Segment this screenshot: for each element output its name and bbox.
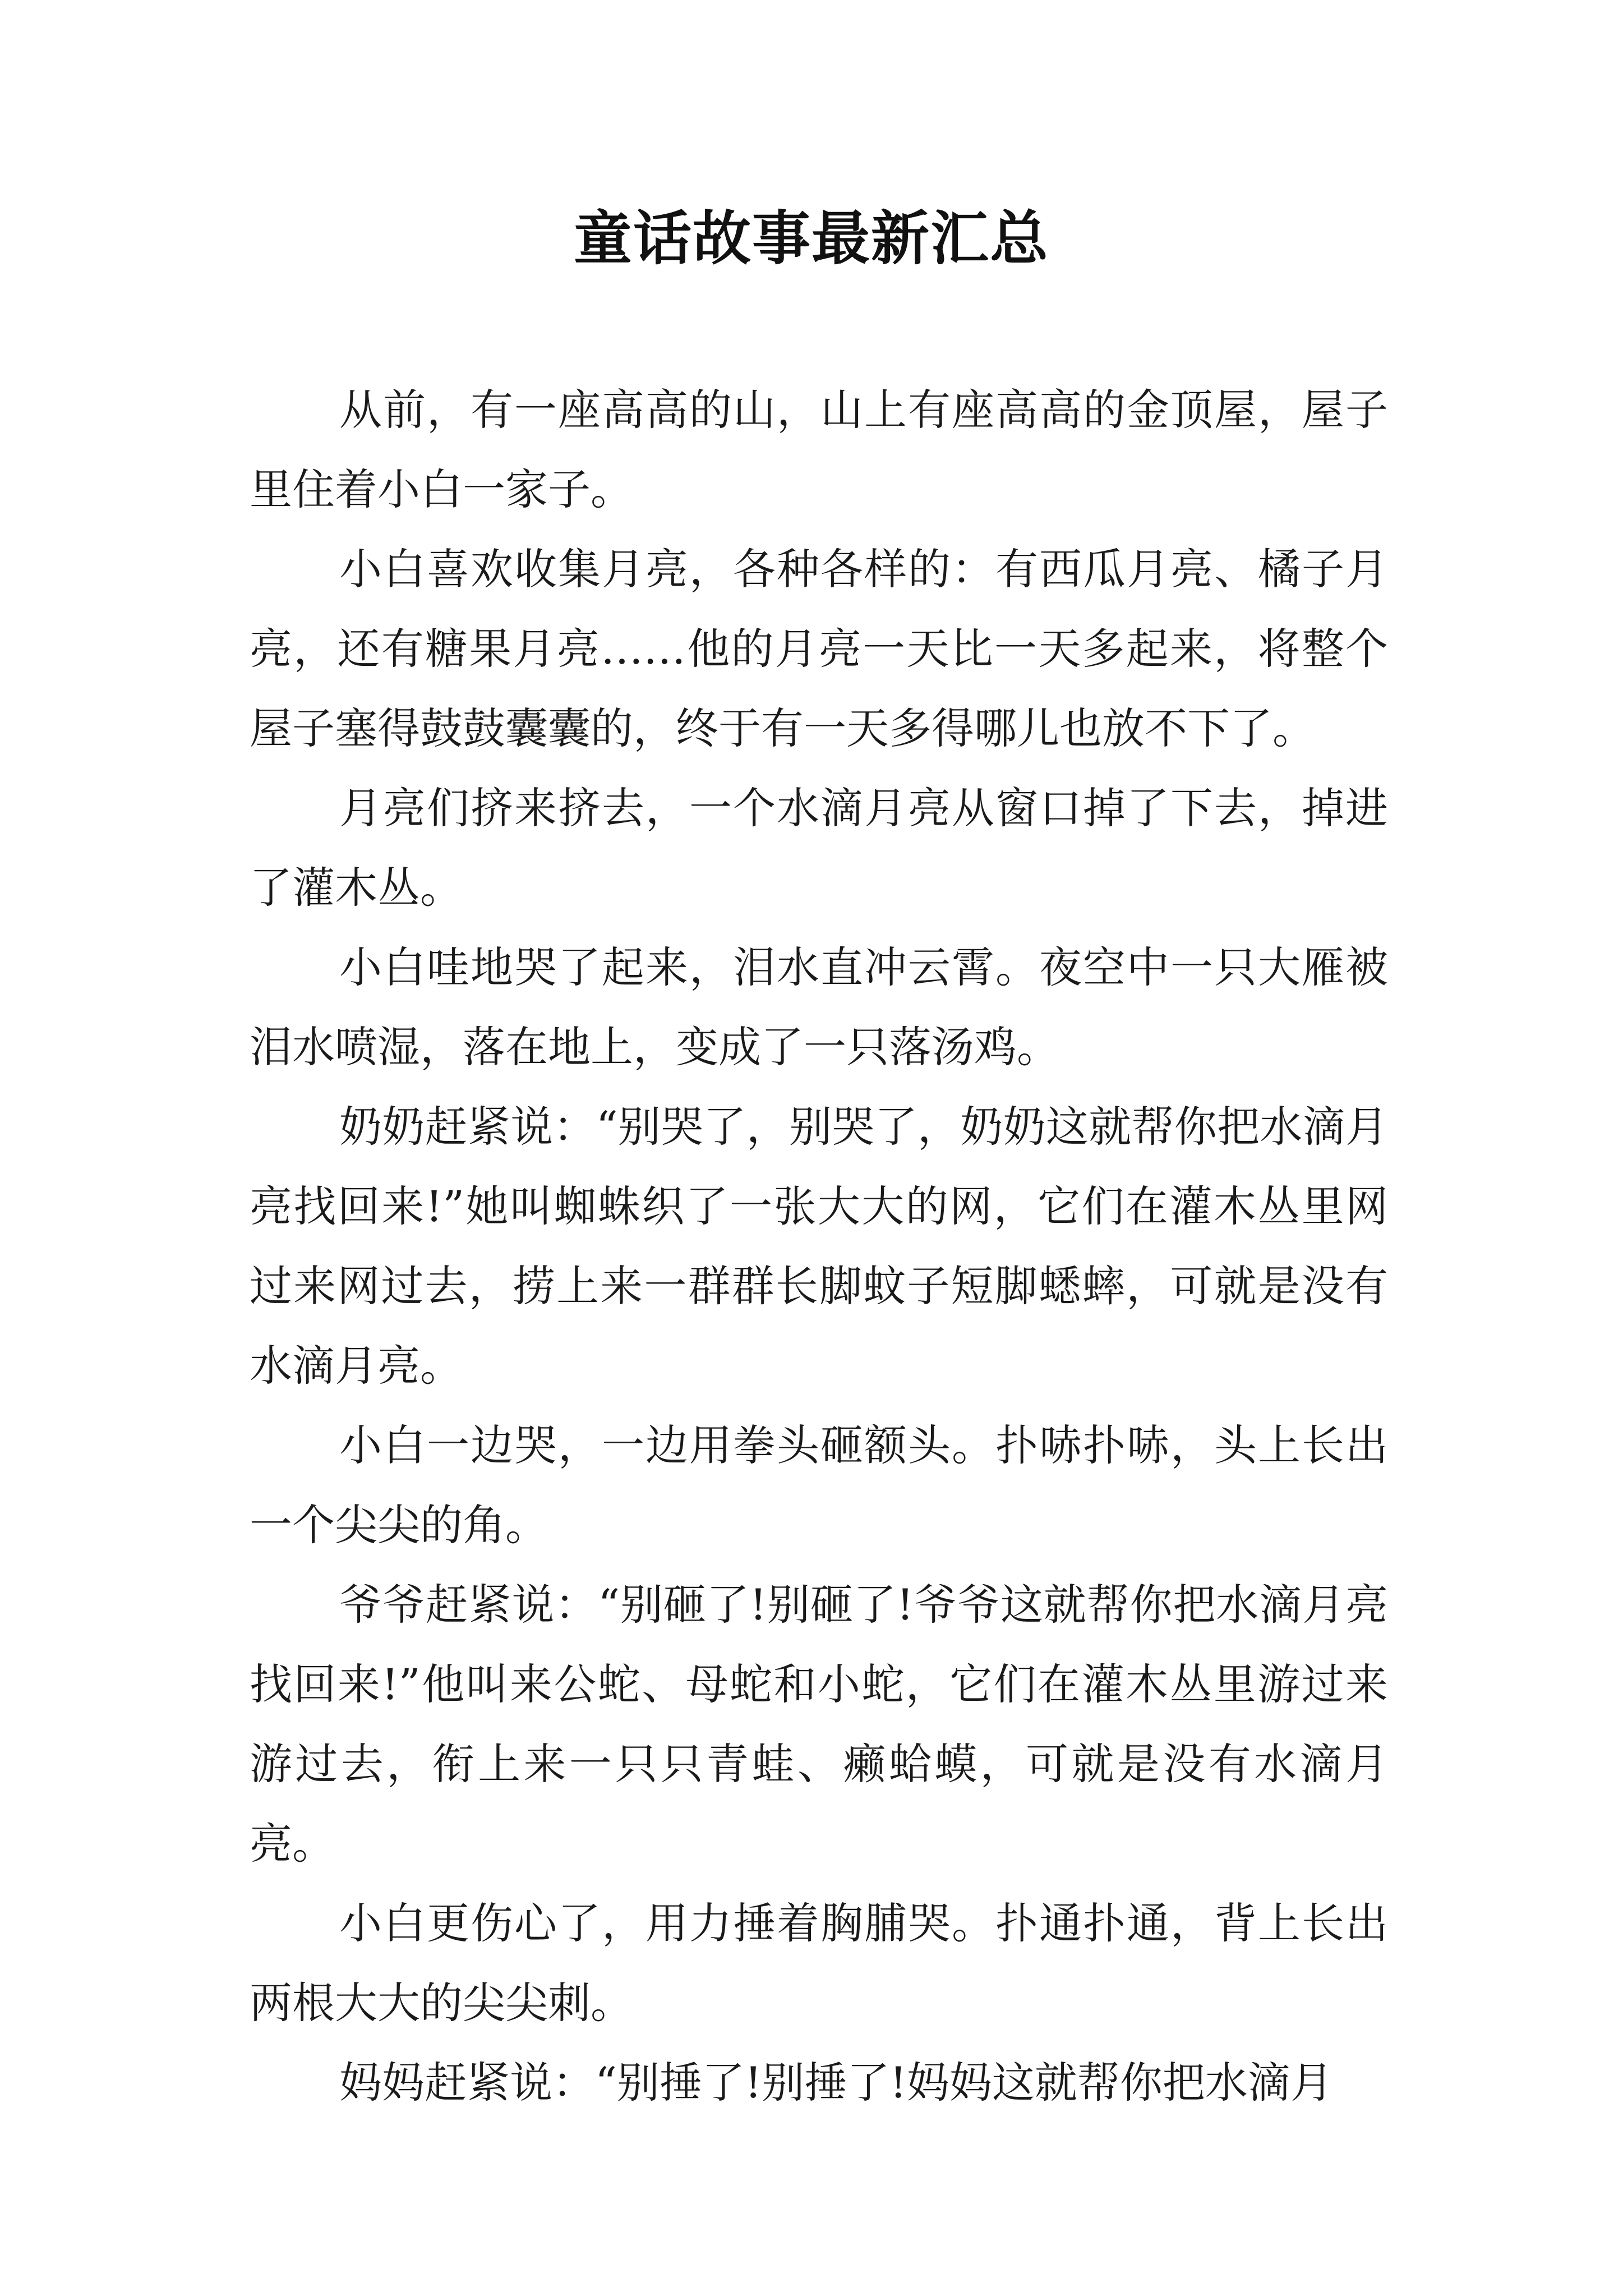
document-title: 童话故事最新汇总 xyxy=(573,204,1049,273)
paragraph: 小白哇地哭了起来，泪水直冲云霄。夜空中一只大雁被泪水喷湿，落在地上，变成了一只落汤鸡。 xyxy=(250,942,1388,1072)
paragraph: 妈妈赶紧说：“别捶了!别捶了!妈妈这就帮你把水滴月 xyxy=(339,2058,1333,2108)
document-body xyxy=(250,370,1388,2123)
paragraph: 从前，有一座高高的山，山上有座高高的金顶屋，屋子里住着小白一家子。 xyxy=(250,385,1388,514)
paragraph: 小白一边哭，一边用拳头砸额头。扑哧扑哧，头上长出一个尖尖的角。 xyxy=(250,1420,1388,1550)
paragraph: 奶奶赶紧说：“别哭了，别哭了，奶奶这就帮你把水滴月亮找回来!”她叫蜘蛛织了一张大大的网，它们在灌木丛里网过来网过去，捞上来一群群长脚蚊子短脚蟋蟀，可就是没有水滴月亮。 xyxy=(250,1102,1388,1391)
paragraph: 小白喜欢收集月亮，各种各样的：有西瓜月亮、橘子月亮，还有糖果月亮……他的月亮一天比一天多起来，将整个屋子塞得鼓鼓囊囊的，终于有一天多得哪儿也放不下了。 xyxy=(250,544,1388,753)
paragraph: 爷爷赶紧说：“别砸了!别砸了!爷爷这就帮你把水滴月亮找回来!”他叫来公蛇、母蛇和小蛇，它们在灌木丛里游过来游过去，衔上来一只只青蛙、癞蛤蟆，可就是没有水滴月亮。 xyxy=(250,1580,1388,1869)
paragraph: 小白更伤心了，用力捶着胸脯哭。扑通扑通，背上长出两根大大的尖尖刺。 xyxy=(250,1898,1388,2028)
paragraph: 月亮们挤来挤去，一个水滴月亮从窗口掉了下去，掉进了灌木丛。 xyxy=(250,783,1388,913)
